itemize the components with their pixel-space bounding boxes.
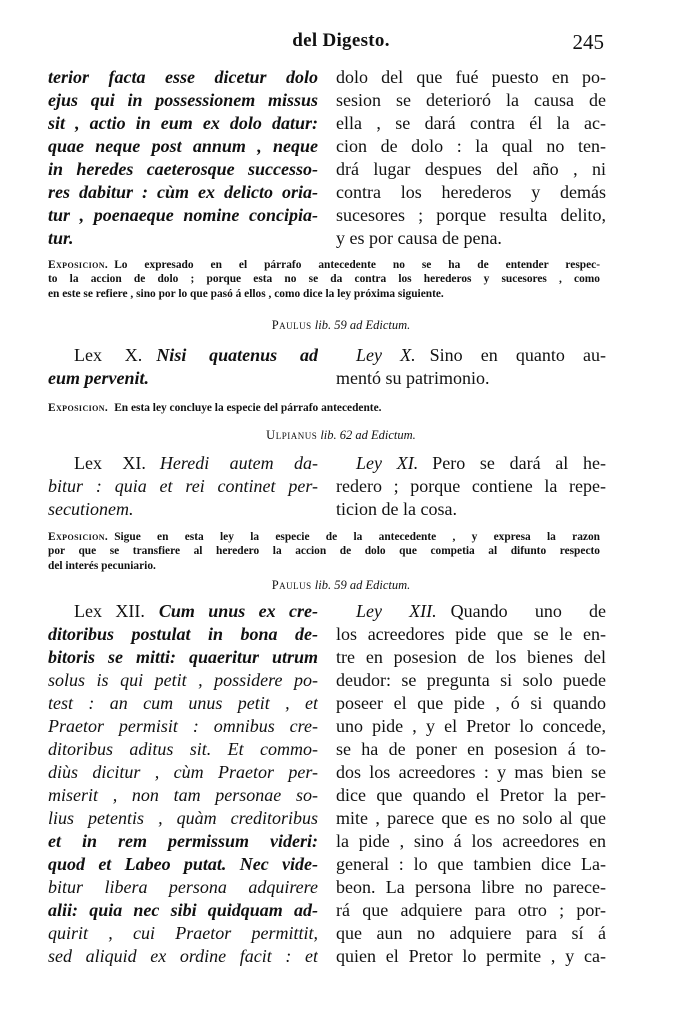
spanish-line: rá que adquiere para otro ; por- xyxy=(336,900,606,920)
latin-line: bitur : quia et rei continet per- xyxy=(48,476,318,496)
exposicion-text: en este se refiere , sino por lo que pasó á ellos , como dice la ley próxima siguiente. xyxy=(48,287,444,300)
latin-line: Cum unus ex cre- xyxy=(158,601,318,621)
latin-line: tur. xyxy=(48,228,74,248)
spanish-line: Pero se dará al he- xyxy=(432,453,606,473)
spanish-line: drá lugar despues del año , ni xyxy=(336,159,606,179)
latin-line: quod et Labeo putat. Nec vide- xyxy=(48,854,318,874)
latin-line: quirit , cui Praetor permittit, xyxy=(48,923,318,943)
latin-line: ditoribus postulat in bona de- xyxy=(48,624,318,644)
spanish-line: poseer el que pide , ó si quando xyxy=(336,693,606,713)
latin-line: solus is qui petit , possidere po- xyxy=(48,670,318,690)
exposicion-text: por que se transfiere al heredero la accion de dolo que competia al difunto respecto xyxy=(48,545,600,558)
latin-column xyxy=(48,344,318,390)
lex-label: Lex XI. xyxy=(74,453,146,473)
lex-label: Lex XII. xyxy=(74,601,145,621)
source-reference: lib. 62 ad Edictum. xyxy=(320,428,416,442)
latin-line: ejus qui in possessionem missus xyxy=(48,90,318,110)
spanish-line: general : lo que tambien dice La- xyxy=(336,854,606,874)
latin-line: bitoris se mitti: quaeritur utrum xyxy=(48,647,318,667)
spanish-line: sucesores ; porque resulta delito, xyxy=(336,205,606,225)
spanish-column xyxy=(336,66,606,250)
spanish-line: beon. La persona libre no parece- xyxy=(336,877,606,897)
spanish-line: mentó su patrimonio. xyxy=(336,368,490,388)
latin-line: sit , actio in eum ex dolo datur: xyxy=(48,113,318,133)
latin-line: sed aliquid ex ordine facit : et xyxy=(48,946,318,966)
latin-column xyxy=(48,66,318,250)
source-reference: lib. 59 ad Edictum. xyxy=(314,318,411,332)
latin-line: miserit , non tam personae so- xyxy=(48,785,318,805)
source-attribution xyxy=(0,428,682,443)
spanish-line: dice que quando el Pretor la per- xyxy=(336,785,606,805)
exposicion-text: to la accion de dolo ; porque esta no se da contra los herederos y sucesores , como xyxy=(48,273,600,286)
spanish-line: cion de dolo : la qual no ten- xyxy=(336,136,606,156)
spanish-line: uno pide , y el Pretor lo concede, xyxy=(336,716,606,736)
jurist-name: Paulus xyxy=(271,578,312,592)
spanish-column xyxy=(336,600,606,968)
spanish-column xyxy=(336,344,606,390)
jurist-name: Paulus xyxy=(271,318,312,332)
spanish-line: ticion de la cosa. xyxy=(336,499,457,519)
latin-line: bitur libera persona adquirere xyxy=(48,877,318,897)
spanish-line: se ha de poner en posesion á to- xyxy=(336,739,606,759)
spanish-line: Quando uno de xyxy=(450,601,606,621)
spanish-line: sesion se deterioró la causa de xyxy=(336,90,606,110)
exposicion-note xyxy=(48,530,600,573)
exposicion-text: Sigue en esta ley la especie de la antecedente , y expresa la razon xyxy=(114,531,600,543)
latin-line: et in rem permissum videri: xyxy=(48,831,318,851)
ley-label: Ley XII. xyxy=(356,601,437,621)
exposicion-text: Lo expresado en el párrafo antecedente no se ha de entender respec- xyxy=(114,259,600,271)
latin-column xyxy=(48,600,318,968)
latin-line: quae neque post annum , neque xyxy=(48,136,318,156)
latin-line: lius petentis , quàm creditoribus xyxy=(48,808,318,828)
latin-line: eum pervenit. xyxy=(48,368,149,388)
spanish-line: y es por causa de pena. xyxy=(336,228,502,248)
latin-line: ditoribus aditus sit. Et commo- xyxy=(48,739,318,759)
source-reference: lib. 59 ad Edictum. xyxy=(314,578,411,592)
exposicion-text: En esta ley concluye la especie del párrafo antecedente. xyxy=(114,402,382,414)
latin-line: terior facta esse dicetur dolo xyxy=(48,67,318,87)
latin-line: secutionem. xyxy=(48,499,134,519)
latin-line: Praetor permisit : omnibus cre- xyxy=(48,716,318,736)
lex-label: Lex X. xyxy=(74,345,143,365)
exposicion-note xyxy=(48,258,600,301)
spanish-line: tre en posesion de los bienes del xyxy=(336,647,606,667)
spanish-line: mite , parece que es no solo al que xyxy=(336,808,606,828)
spanish-line: Sino en quanto au- xyxy=(429,345,606,365)
spanish-line: la pide , sino á los acreedores en xyxy=(336,831,606,851)
spanish-line: ella , se dará contra él la ac- xyxy=(336,113,606,133)
page-number: 245 xyxy=(572,30,604,54)
spanish-line: que aun no adquiere para sí á xyxy=(336,923,606,943)
exposicion-label: Exposicion. xyxy=(48,402,109,414)
latin-line: res dabitur : cùm ex delicto oria- xyxy=(48,182,318,202)
exposicion-note xyxy=(48,401,600,415)
spanish-column xyxy=(336,452,606,521)
latin-column xyxy=(48,452,318,521)
latin-line: Nisi quatenus ad xyxy=(156,345,318,365)
source-attribution xyxy=(0,318,682,333)
ley-label: Ley X. xyxy=(356,345,416,365)
spanish-line: los acreedores pide que se le en- xyxy=(336,624,606,644)
ley-label: Ley XI. xyxy=(356,453,419,473)
latin-line: diùs dicitur , cùm Praetor per- xyxy=(48,762,318,782)
exposicion-text: del interés pecuniario. xyxy=(48,559,156,572)
latin-line: test : an cum unus petit , et xyxy=(48,693,318,713)
spanish-line: dolo del que fué puesto en po- xyxy=(336,67,606,87)
latin-line: tur , poenaeque nomine concipia- xyxy=(48,205,318,225)
spanish-line: contra los herederos y demás xyxy=(336,182,606,202)
running-title: del Digesto. xyxy=(292,30,390,51)
latin-line: alii: quia nec sibi quidquam ad- xyxy=(48,900,318,920)
latin-line: Heredi autem da- xyxy=(159,453,318,473)
spanish-line: quien el Pretor lo permite , y ca- xyxy=(336,946,606,966)
jurist-name: Ulpianus xyxy=(266,428,318,442)
exposicion-label: Exposicion. xyxy=(48,531,109,543)
spanish-line: dos los acreedores : y mas bien se xyxy=(336,762,606,782)
spanish-line: redero ; porque contiene la repe- xyxy=(336,476,606,496)
source-attribution xyxy=(0,578,682,593)
exposicion-label: Exposicion. xyxy=(48,259,109,271)
latin-line: in heredes caeterosque successo- xyxy=(48,159,318,179)
spanish-line: deudor: se pregunta si solo puede xyxy=(336,670,606,690)
